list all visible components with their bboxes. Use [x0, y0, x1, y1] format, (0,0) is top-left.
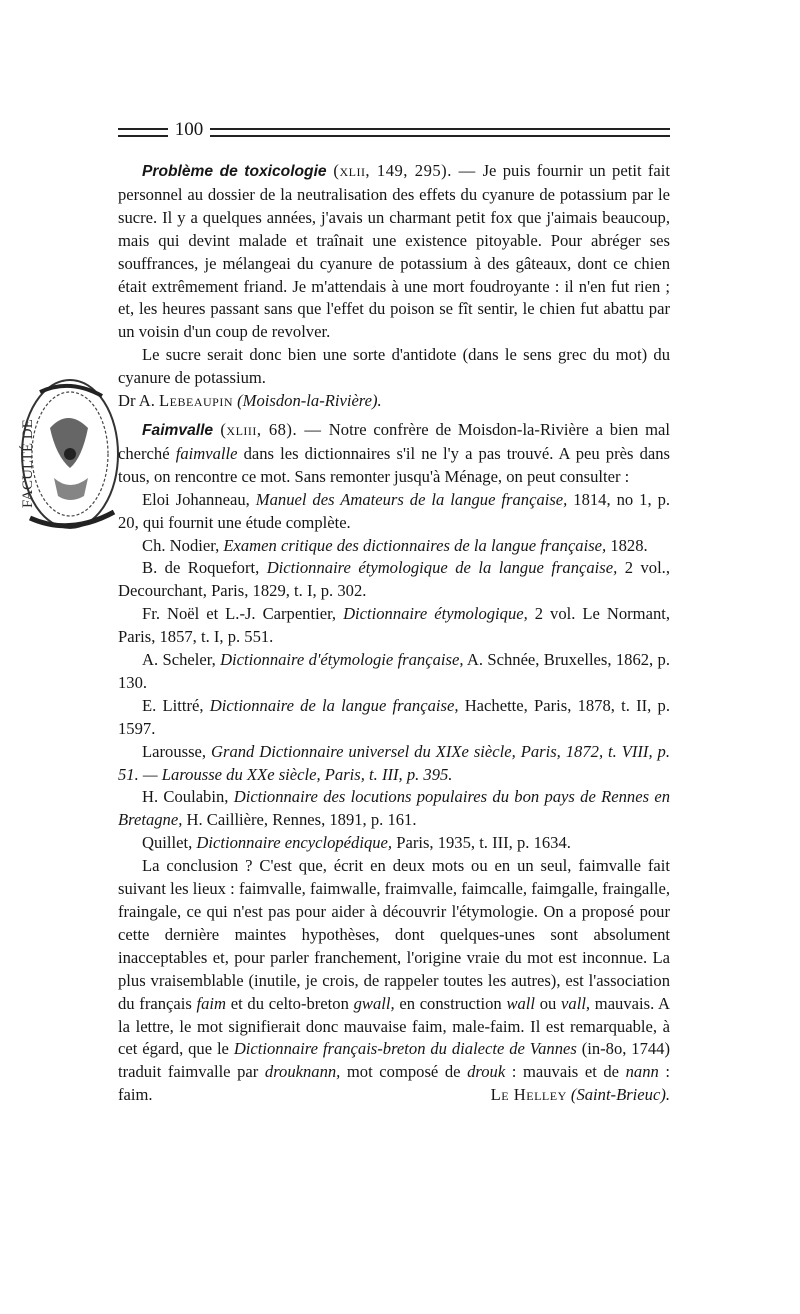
- keyword: nann: [625, 1062, 659, 1082]
- reference-title: Dictionnaire des locutions populaires du bon pays de Rennes en Bretagne,: [118, 787, 671, 830]
- reference-author: Larousse,: [142, 741, 211, 761]
- keyword: gwall,: [353, 993, 395, 1013]
- reference-author: B. de Roquefort,: [142, 558, 267, 578]
- page-number: 100: [174, 119, 204, 140]
- reference-item: [118, 557, 670, 603]
- reference-item: [118, 695, 670, 741]
- paragraph-text: mot composé de: [340, 1062, 468, 1082]
- reference-author: E. Littré,: [142, 695, 210, 715]
- reference-title: Examen critique des dictionnaires de la langue française,: [223, 535, 607, 555]
- reference-item: [118, 649, 670, 695]
- paragraph-text: : faim.: [118, 1062, 670, 1105]
- reference-title: Manuel des Amateurs de la langue française,: [255, 489, 568, 509]
- section-reference: (xlii, 149, 295). —: [326, 161, 483, 180]
- reference-details: A. Schnée, Bruxelles, 1862, p. 130.: [118, 650, 670, 692]
- paragraph-text: dans les dictionnaires s'il ne l'y a pas trouvé. A peu près dans tous, on rencontre ce mot. Sans remonter jusqu'à Ménage, on peut consulter :: [118, 443, 670, 486]
- reference-item: [118, 489, 670, 535]
- stamp-label: FACULTÉ DE: [20, 419, 36, 508]
- keyword: vall,: [561, 993, 591, 1013]
- section-toxicologie: [118, 160, 670, 344]
- signature-place: (Moisdon-la-Rivière).: [237, 391, 382, 411]
- section-reference: (xliii, 68). —: [213, 419, 329, 439]
- signature: [118, 390, 670, 413]
- reference-details: 2 vol. Le Normant, Paris, 1857, t. I, p. 551.: [118, 604, 670, 647]
- keyword: wall: [506, 993, 536, 1013]
- paragraph-text: en construction: [394, 993, 507, 1013]
- reference-item: [118, 832, 670, 855]
- reference-title: Dictionnaire de la langue française,: [209, 695, 459, 715]
- keyword: faim: [196, 993, 227, 1013]
- paragraph-text: (in-8o, 1744) traduit faimvalle par: [118, 1039, 671, 1082]
- reference-author: Eloi Johanneau,: [142, 489, 256, 509]
- signature-place: (Saint-Brieuc).: [570, 1085, 670, 1105]
- library-stamp-icon: [10, 368, 122, 540]
- header-rule-right: [210, 128, 670, 137]
- reference-details: H. Caillière, Rennes, 1891, p. 161.: [182, 810, 417, 830]
- reference-details: Hachette, Paris, 1878, t. II, p. 1597.: [118, 695, 670, 738]
- reference-author: Ch. Nodier,: [142, 535, 224, 555]
- reference-title: Dictionnaire d'étymologie française,: [220, 650, 464, 670]
- paragraph-text: La conclusion ? C'est que, écrit en deux mots ou en un seul, faimvalle fait suivant les lieux : faimvalle, faimwalle, fraimvalle, faimcalle, faimgalle, fraingalle, fraingale, ce qui n'est pas pour aider à découvrir l'étymologie. On a proposé pour cette dernière maintes hypothèses, dont quelques-unes sont absolument inacceptables et, pour parler franchement, l'origine vraie du mot est inconnue. La plus vraisemblable (inutile, je crois, de rappeler toutes les autres), est l'association du français: [118, 856, 670, 1013]
- reference-title: Dictionnaire encyclopédique,: [196, 833, 393, 853]
- keyword: Dictionnaire français-breton du dialecte de Vannes: [233, 1039, 577, 1059]
- reference-details: 1828.: [606, 535, 648, 555]
- signature-name: Le Helley: [490, 1085, 567, 1105]
- paragraph-text: ou: [535, 993, 562, 1013]
- paragraph-text: et du celto-breton: [226, 993, 354, 1013]
- reference-item: [118, 535, 670, 558]
- paragraph-text: Notre confrère de Moisdon-la-Rivière a bien mal cherché: [118, 419, 670, 463]
- signature-title: Dr A.: [118, 391, 160, 411]
- reference-item: [118, 786, 670, 832]
- section-heading: Problème de toxicologie: [142, 163, 327, 180]
- paragraph-text: mauvais. A la lettre, le mot signifierait donc mauvaise faim, male-faim. Il est remarquable, à cet égard, que le: [118, 993, 671, 1059]
- section-faimvalle: [118, 419, 670, 489]
- reference-details: 1814, no 1, p. 20, qui fournit une étude complète.: [118, 489, 671, 532]
- reference-title: Grand Dictionnaire universel du XIXe siècle, Paris, 1872, t. VIII, p. 51. — Larousse du XXe siècle, Paris, t. III, p. 395.: [118, 741, 670, 784]
- reference-list: [118, 489, 670, 856]
- section-heading: Faimvalle: [142, 421, 214, 439]
- signature: [467, 1084, 670, 1107]
- reference-author: Fr. Noël et L.-J. Carpentier,: [142, 604, 344, 624]
- reference-item: [118, 741, 670, 787]
- reference-title: Dictionnaire étymologique de la langue française,: [266, 558, 618, 578]
- signature-name: Lebeaupin: [159, 391, 233, 411]
- reference-title: Dictionnaire étymologique,: [343, 604, 528, 624]
- article-body: [118, 160, 670, 1107]
- reference-author: Quillet,: [142, 833, 197, 853]
- reference-details: 2 vol., Decourchant, Paris, 1829, t. I, p. 302.: [118, 558, 670, 601]
- keyword: faimvalle: [175, 443, 238, 463]
- page-header: [118, 118, 670, 144]
- paragraph: Je puis fournir un petit fait personnel au dossier de la neutralisation des effets du cyanure de potassium par le sucre. Il y a quelques années, j'avais un charmant petit fox que j'aimais beaucoup, mais qui devint malade et traînait une existence pitoyable. Pour abréger ses souffrances, je mélangeai du cyanure de potassium à des gâteaux, dont ce chien était extrêmement friand. Je m'attendais à une mort foudroyante : il n'en fut rien ; et, les heures passant sans que l'effet du poison se fît sentir, le chien fut abattu par un voisin d'un coup de revolver.: [118, 161, 670, 342]
- keyword: drouknann,: [264, 1062, 341, 1082]
- reference-author: H. Coulabin,: [142, 787, 234, 807]
- reference-item: [118, 603, 670, 649]
- conclusion-paragraph: [118, 855, 670, 1107]
- paragraph: Le sucre serait donc bien une sorte d'antidote (dans le sens grec du mot) du cyanure de potassium.: [118, 345, 670, 388]
- keyword: drouk: [467, 1062, 506, 1082]
- header-rule-left: [118, 128, 168, 137]
- reference-details: Paris, 1935, t. III, p. 1634.: [392, 833, 571, 853]
- paragraph-text: : mauvais et de: [505, 1062, 626, 1082]
- reference-author: A. Scheler,: [142, 650, 221, 670]
